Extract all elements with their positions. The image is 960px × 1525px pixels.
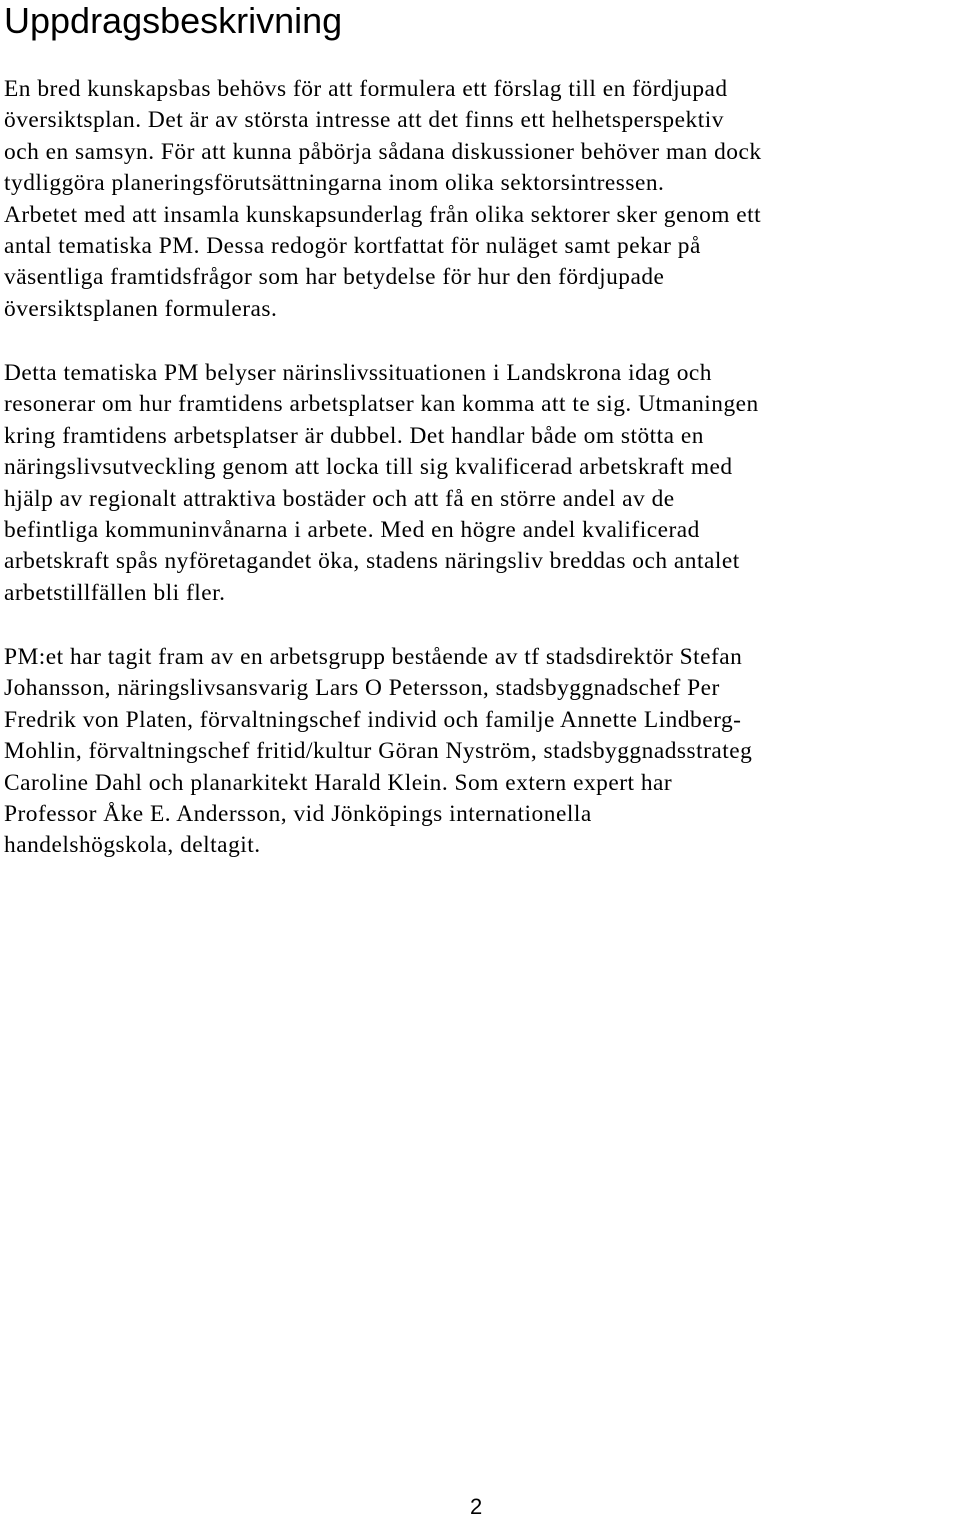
paragraph-line: översiktsplanen formuleras. xyxy=(4,295,278,322)
paragraph-business-situation xyxy=(4,358,759,609)
paragraph-line: näringslivsutveckling genom att locka till sig kvalificerad arbetskraft med xyxy=(4,454,733,481)
paragraph-line: resonerar om hur framtidens arbetsplatser kan komma att te sig. Utmaningen xyxy=(4,391,759,418)
paragraph-line: Johansson, näringslivsansvarig Lars O Petersson, stadsbyggnadschef Per xyxy=(4,675,720,702)
section-heading: Uppdragsbeskrivning xyxy=(4,0,343,41)
paragraph-line: kring framtidens arbetsplatser är dubbel. Det handlar både om stötta en xyxy=(4,422,704,449)
paragraph-line: befintliga kommuninvånarna i arbete. Med en högre andel kvalificerad xyxy=(4,516,700,543)
page-number: 2 xyxy=(470,1494,483,1519)
paragraph-line: Mohlin, förvaltningschef fritid/kultur Göran Nyström, stadsbyggnadsstrateg xyxy=(4,738,753,765)
paragraph-line: tydliggöra planeringsförutsättningarna inom olika sektorsintressen. xyxy=(4,170,665,197)
paragraph-working-group xyxy=(4,642,752,862)
paragraph-assignment-intro xyxy=(4,74,762,325)
paragraph-line: antal tematiska PM. Dessa redogör kortfattat för nuläget samt pekar på xyxy=(4,232,701,259)
paragraph-line: Detta tematiska PM belyser närinslivssituationen i Landskrona idag och xyxy=(4,360,712,386)
paragraph-line: väsentliga framtidsfrågor som har betydelse för hur den fördjupade xyxy=(4,264,665,291)
paragraph-line: arbetskraft spås nyföretagandet öka, stadens näringsliv breddas och antalet xyxy=(4,548,740,575)
paragraph-line: översiktsplan. Det är av största intresse att det finns ett helhetsperspektiv xyxy=(4,107,724,134)
paragraph-line: Caroline Dahl och planarkitekt Harald Klein. Som extern expert har xyxy=(4,769,673,796)
paragraph-line: PM:et har tagit fram av en arbetsgrupp bestående av tf stadsdirektör Stefan xyxy=(4,644,743,670)
paragraph-line: handelshögskola, deltagit. xyxy=(4,832,261,859)
paragraph-line: Professor Åke E. Andersson, vid Jönköpings internationella xyxy=(4,800,592,827)
paragraph-line: och en samsyn. För att kunna påbörja sådana diskussioner behöver man dock xyxy=(4,138,762,165)
paragraph-line: Fredrik von Platen, förvaltningschef individ och familje Annette Lindberg- xyxy=(4,706,742,733)
paragraph-line: hjälp av regionalt attraktiva bostäder och att få en större andel av de xyxy=(4,485,675,512)
paragraph-line: Arbetet med att insamla kunskapsunderlag från olika sektorer sker genom ett xyxy=(4,201,762,228)
paragraph-line: En bred kunskapsbas behövs för att formulera ett förslag till en fördjupad xyxy=(4,76,728,102)
paragraph-line: arbetstillfällen bli fler. xyxy=(4,579,226,606)
